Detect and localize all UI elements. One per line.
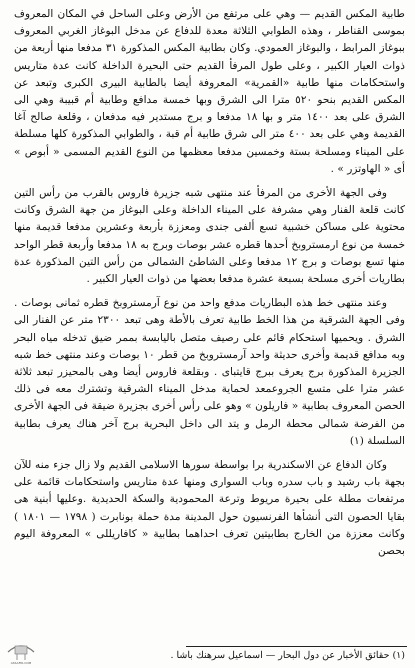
watermark-text: ASSAFIR.COM [10, 661, 32, 665]
watermark-logo-icon [4, 638, 38, 666]
paragraph-4: وكان الدفاع عن الاسكندرية برا بواسطة سورها الاسلامى القديم ولا زال جزء منه للآن بجهة باب رشيد و باب سدره وباب السوارى ومنها عدة متاريس واستحكامات قائمة على مرتفعات مطلة على بحيرة مريوط وترعة المحمودية والسكة الحديدية .وعليها أبنية هى بقايا الحصون التى أنشأها الفرنسيون حول المدينة مدة حملة بونابرت ( ١٧٩٨ — ١٨٠١ ) وكانت معززة من الخارج بطابيتين تعرف احداهما بطابية « كافاريللى » المعروفة اليوم بحصن [14, 459, 405, 558]
footnote-divider [186, 646, 407, 647]
main-text [14, 6, 405, 567]
footnote: (١) حقائق الأخبار عن دول البحار — اسماعيل سرهنك باشا . [170, 650, 405, 661]
paragraph-2: وفى الجهة الأخرى من المرفأ عند منتهى شبه جزيرة فاروس بالقرب من رأس التين كانت قلعة الفنار وهي مشرفة على الميناء الداخلة وعلى البوغاز من جهة الشرق وكانت محتوية على مساكن خشبية تسع ألفى جندى ومعززة بأربعة وعشرين مدفعا قديمة منها خمسة من نوع ارمستروبخ أحدها قطره عشر بوصات وبرج به ١٨ مدفعا وأربعة قطر الواحد منها تسع بوصات و برج ١٢ مدفعا وعلى الشاطئ الشمالى من رأس التين المذكورة عدة بطاريات أخرى مسلحة بسبعة عشرة مدفعا بعضها من ذوات العيار الكبير . [14, 187, 405, 286]
paragraph-3: وعند منتهى خط هذه البطاريات مدفع واحد من نوع آرمستروبخ قطره ثمانى بوصات . وفى الجهة الشرقية من هذا الخط طابية تعرف بالأطة وهى تبعد ٢٣٠٠ متر عن الفنار الى الشرق . ويحميها استحكام قائم على رصيف متصل باليابسة بممر ضيق تدخله مياه البحر وبه مدافع قديمة وأخرى حديثة واحد آرمستروبخ من قطر ١٠ بوصات وعند منتهى خط شبه الجزيرة المذكورة برج يعرف ببرج قايتباى . وبقلعة فاروس أيضا وهى بالمحيزر تبعد ثلاثة عشر مترا على متسع الجروعمعد لحماية مدخل الميناء الشرقية وتشترك معه فى ذلك الحصن المعروف بطابية « فاريلون » وهو على رأس أخرى بجزيرة ضيقة فى الجهة الأخرى من الفرضة شمالى محطة الرمل و يتد الى داخل البحرية برج آخر هناك يعرف بطابية السلسلة (١) [14, 297, 406, 447]
paragraph-1: طابية المكس القديم — وهي على مرتفع من الأرض وعلى الساحل في المكان المعروف بموسى القناطر ، وهذه الطوابي الثلاثة معدة للدفاع عن مدخل البوغاز الغربي المعروف ببوغاز المرابط ، والبوغاز العمودي. وكان بطابية المكس المذكورة ٣١ مدفعا منها أربعة من ذوات العيار الكبير ، وعلى طول المرفأ القديم حتى البحيرة الداخلة كانت عدة متاريس واستحكامات منها طابية «القمرية» المعروفة أيضا بالطابية البيرى الكبرى وتبعد عن المكس القديم بنحو ٥٢٠ مترا الى الشرق وبها خمسة مدافع وطابية أم قبيبة وهي الى الشرق على بعد ١٤٠٠ متر و بها ١٨ مدفعا و برج مستدير فيه مدفعان ، وقلعة صالح آغا القديمة وهي على بعد ٤٠٠ متر الى شرق طابية أم قبة ، والطوابي المذكورة كلها مسلطة على الميناء ومسلحة بستة وخمسين مدفعا معظمها من النوع القديم المسمى « أبوص » أى « الهاوتزر » . [14, 8, 406, 175]
